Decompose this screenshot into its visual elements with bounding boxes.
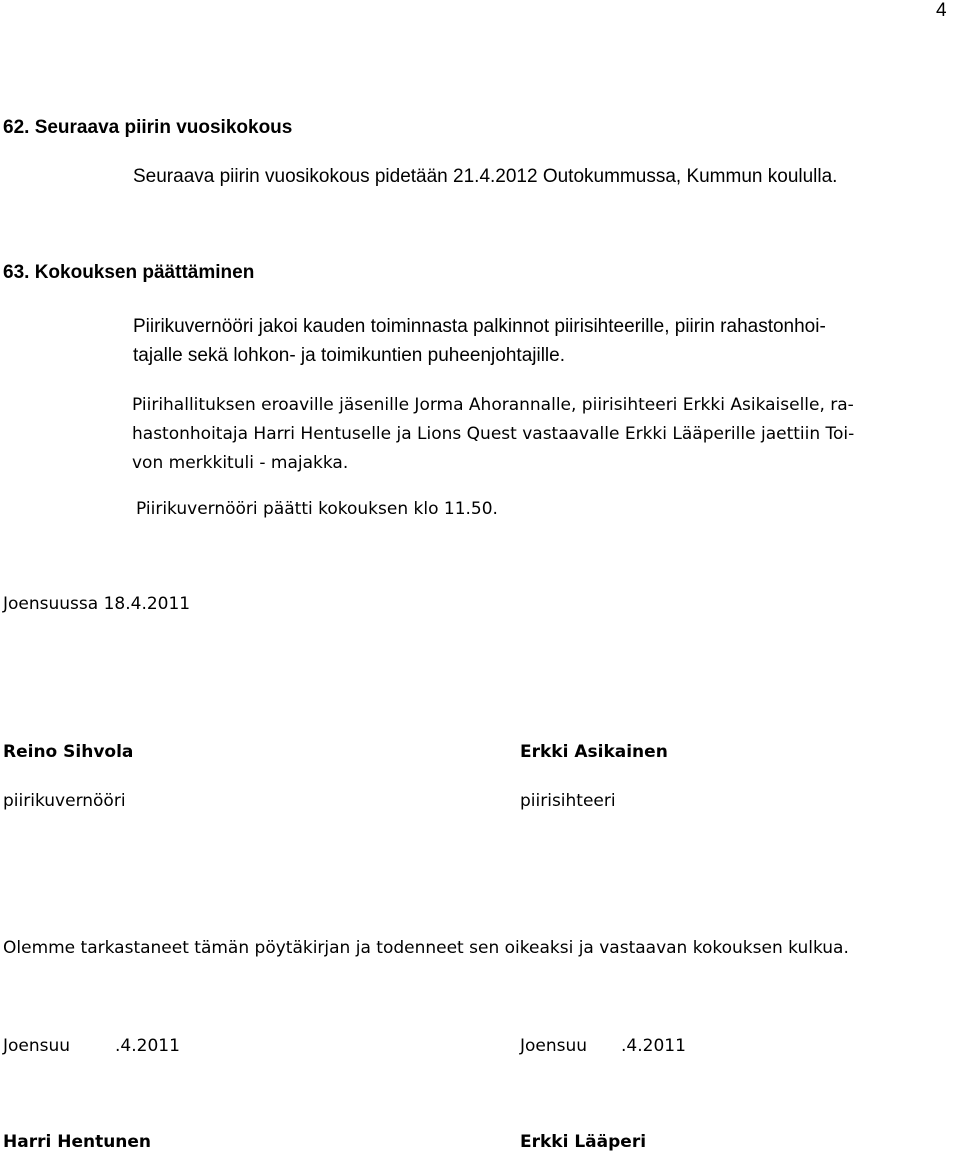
place-date: Joensuussa 18.4.2011	[3, 594, 191, 614]
signer-left-role: piirikuvernööri	[3, 791, 126, 811]
signer-left-name: Reino Sihvola	[3, 742, 134, 762]
paragraph-line: Piirikuvernööri jakoi kauden toiminnasta palkinnot piirisihteerille, piirin rahastonhoi-	[133, 316, 826, 337]
review-statement: Olemme tarkastaneet tämän pöytäkirjan ja todenneet sen oikeaksi ja vastaavan kokouksen kulkua.	[3, 938, 849, 958]
section-63-paragraph-1	[133, 312, 826, 370]
paragraph-line: von merkkituli - majakka.	[132, 453, 349, 473]
reviewer-left-date: .4.2011	[115, 1036, 180, 1056]
signer-right-role: piirisihteeri	[520, 791, 616, 811]
signer-right-name: Erkki Asikainen	[520, 742, 668, 762]
paragraph-line: tajalle sekä lohkon- ja toimikuntien puheenjohtajille.	[133, 345, 565, 366]
paragraph-line: Piirihallituksen eroaville jäsenille Jorma Ahorannalle, piirisihteeri Erkki Asikaiselle, ra-	[132, 395, 854, 415]
section-63-heading: 63. Kokouksen päättäminen	[3, 262, 255, 283]
section-62-text: Seuraava piirin vuosikokous pidetään 21.4.2012 Outokummussa, Kummun koululla.	[133, 166, 838, 187]
closing-statement: Piirikuvernööri päätti kokouksen klo 11.50.	[136, 499, 498, 519]
reviewer-right-date: .4.2011	[621, 1036, 686, 1056]
reviewer-right-place: Joensuu	[520, 1036, 588, 1056]
reviewer-left-place: Joensuu	[3, 1036, 71, 1056]
reviewer-left-name: Harri Hentunen	[3, 1132, 152, 1152]
reviewer-right-name: Erkki Lääperi	[520, 1132, 647, 1152]
page-number: 4	[936, 0, 947, 21]
section-62-heading: 62. Seuraava piirin vuosikokous	[3, 117, 293, 138]
paragraph-line: hastonhoitaja Harri Hentuselle ja Lions Quest vastaavalle Erkki Lääperille jaettiin Toi-	[132, 424, 855, 444]
section-63-paragraph-2	[132, 391, 854, 478]
